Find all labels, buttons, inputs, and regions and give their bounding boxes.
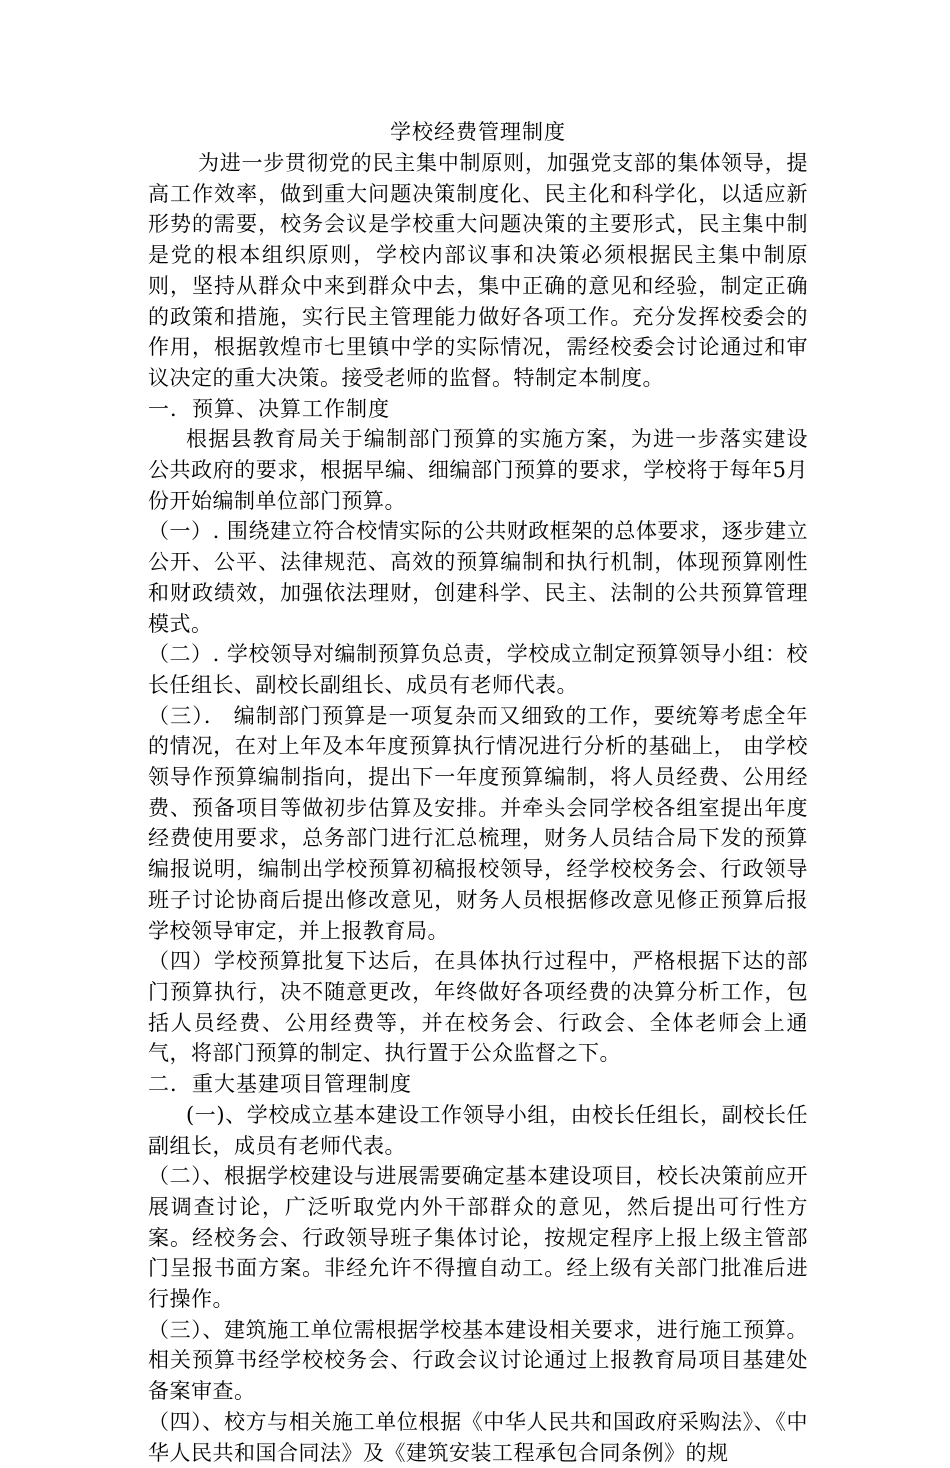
section2-item-2: （二）、根据学校建设与进展需要确定基本建设项目，校长决策前应开展调查讨论，广泛听取党内外干部群众的意见，然后提出可行性方案。经校务会、行政领导班子集体讨论，按规定程序上报上级主管部门呈报书面方案。非经允许不得擅自动工。经上级有关部门批准后进行操作。 (148, 1164, 808, 1312)
section2-item-1: (一)、学校成立基本建设工作领导小组，由校长任组长，副校长任副组长，成员有老师代表。 (148, 1102, 808, 1158)
section1-intro: 根据县教育局关于编制部门预算的实施方案，为进一步落实建设公共政府的要求，根据早编、细编部门预算的要求，学校将于每年5月份开始编制单位部门预算。 (148, 427, 808, 513)
section2-heading: 二．重大基建项目管理制度 (148, 1072, 412, 1097)
section1-item-3: （三）． 编制部门预算是一项复杂而又细致的工作，要统筹考虑全年的情况，在对上年及本年度预算执行情况进行分析的基础上， 由学校领导作预算编制指向，提出下一年度预算编制，将人员经费、公用经费、预备项目等做初步估算及安排。并牵头会同学校各组室提出年度经费使用要求，总务部门进行汇总梳理，财务人员结合局下发的预算编报说明，编制出学校预算初稿报校领导，经学校校务会、行政领导班子讨论协商后提出修改意见，财务人员根据修改意见修正预算后报学校领导审定，并上报教育局。 (148, 703, 808, 943)
section1-item-4: （四）学校预算批复下达后，在具体执行过程中，严格根据下达的部门预算执行，决不随意更改，年终做好各项经费的决算分析工作，包括人员经费、公用经费等，并在校务会、行政会、全体老师会上通气，将部门预算的制定、执行置于公众监督之下。 (148, 949, 808, 1066)
section2-item-4: （四）、校方与相关施工单位根据《中华人民共和国政府采购法》、《中华人民共和国合同法》及《建筑安装工程承包合同条例》的规 (148, 1409, 808, 1465)
section1-heading: 一．预算、决算工作制度 (148, 396, 390, 421)
intro-paragraph: 为进一步贯彻党的民主集中制原则，加强党支部的集体领导，提高工作效率，做到重大问题决策制度化、民主化和科学化，以适应新形势的需要，校务会议是学校重大问题决策的主要形式，民主集中制是党的根本组织原则，学校内部议事和决策必须根据民主集中制原则，坚持从群众中来到群众中去，集中正确的意见和经验，制定正确的政策和措施，实行民主管理能力做好各项工作。充分发挥校委会的作用，根据敦煌市七里镇中学的实际情况，需经校委会讨论通过和审议决定的重大决策。接受老师的监督。特制定本制度。 (148, 151, 808, 390)
document-title: 学校经费管理制度 (390, 120, 566, 144)
document-page (148, 117, 808, 1468)
section1-item-1: （一）. 围绕建立符合校情实际的公共财政框架的总体要求，逐步建立公开、公平、法律规范、高效的预算编制和执行机制，体现预算刚性和财政绩效，加强依法理财，创建科学、民主、法制的公共预算管理模式。 (148, 519, 808, 636)
section1-item-2: （二）. 学校领导对编制预算负总责，学校成立制定预算领导小组：校长任组长、副校长副组长、成员有老师代表。 (148, 642, 808, 697)
section2-item-3: （三）、建筑施工单位需根据学校基本建设相关要求，进行施工预算。相关预算书经学校校务会、行政会议讨论通过上报教育局项目基建处备案审查。 (148, 1317, 808, 1404)
